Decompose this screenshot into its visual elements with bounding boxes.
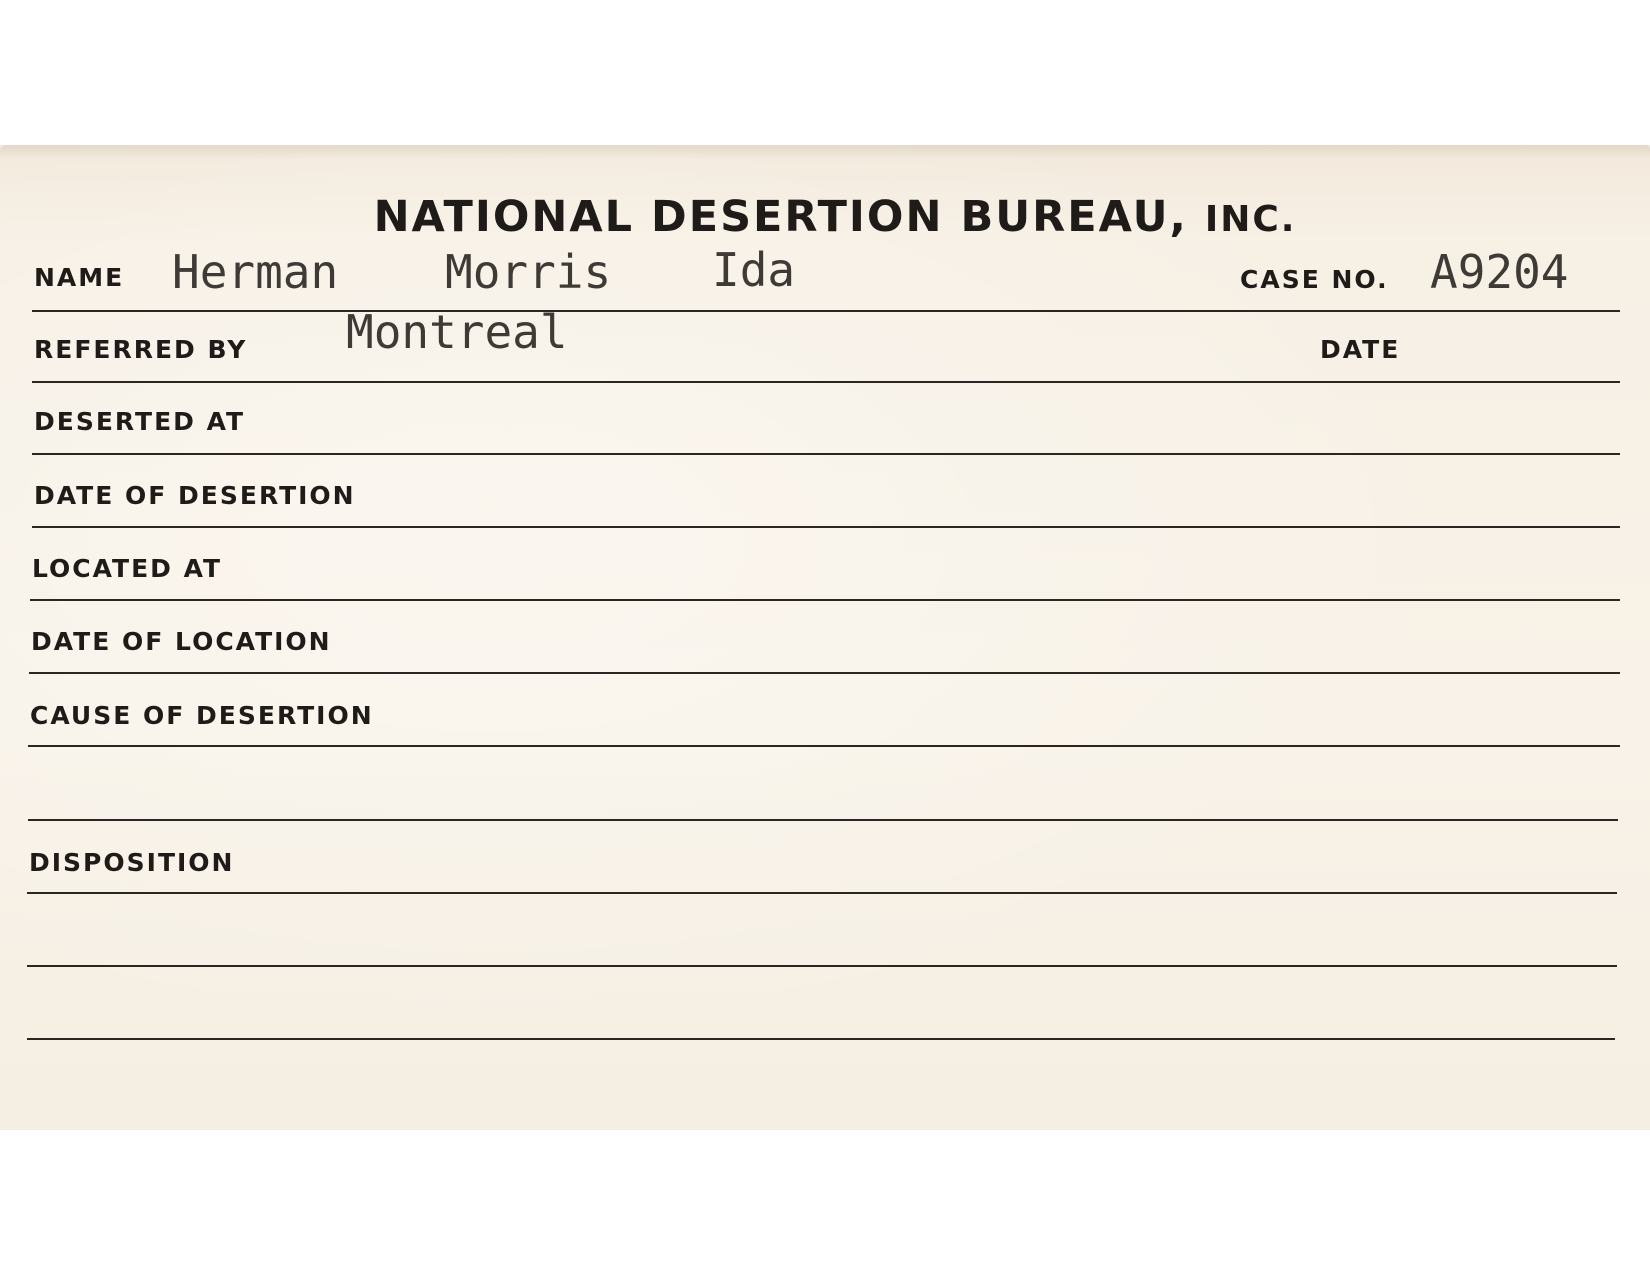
- name-rule: [32, 310, 1620, 312]
- name-label: NAME: [34, 263, 125, 292]
- index-card: [0, 145, 1650, 1130]
- card-title-main: NATIONAL DESERTION BUREAU,: [373, 192, 1188, 242]
- card-edge: [0, 145, 1650, 159]
- referred-by-value: Montreal: [346, 305, 568, 359]
- cause-of-desertion-rule: [28, 745, 1620, 747]
- referred-by-rule: [32, 381, 1620, 383]
- date-of-desertion-rule: [32, 526, 1620, 528]
- date-of-location-rule: [29, 672, 1620, 674]
- located-at-label: LOCATED AT: [32, 554, 223, 583]
- date-of-location-label: DATE OF LOCATION: [31, 627, 332, 656]
- card-title: [0, 192, 1650, 242]
- referred-by-label: REFERRED BY: [34, 335, 248, 364]
- cause-of-desertion-label: CAUSE OF DESERTION: [30, 701, 374, 730]
- case-no-label: CASE NO.: [1240, 265, 1389, 294]
- located-at-rule: [30, 599, 1620, 601]
- card-title-suffix: INC.: [1204, 199, 1297, 240]
- name-value-third: Ida: [712, 243, 796, 297]
- cause-of-desertion-rule-2: [28, 819, 1618, 821]
- disposition-label: DISPOSITION: [29, 848, 235, 877]
- deserted-at-label: DESERTED AT: [34, 407, 246, 436]
- date-of-desertion-label: DATE OF DESERTION: [34, 481, 356, 510]
- name-value-first: Herman: [172, 245, 339, 299]
- disposition-rule-3: [27, 1038, 1615, 1040]
- date-label: DATE: [1320, 335, 1401, 364]
- disposition-rule: [27, 892, 1617, 894]
- deserted-at-rule: [32, 453, 1620, 455]
- case-no-value: A9204: [1430, 245, 1569, 299]
- name-value-second: Morris: [445, 245, 612, 299]
- disposition-rule-2: [27, 965, 1617, 967]
